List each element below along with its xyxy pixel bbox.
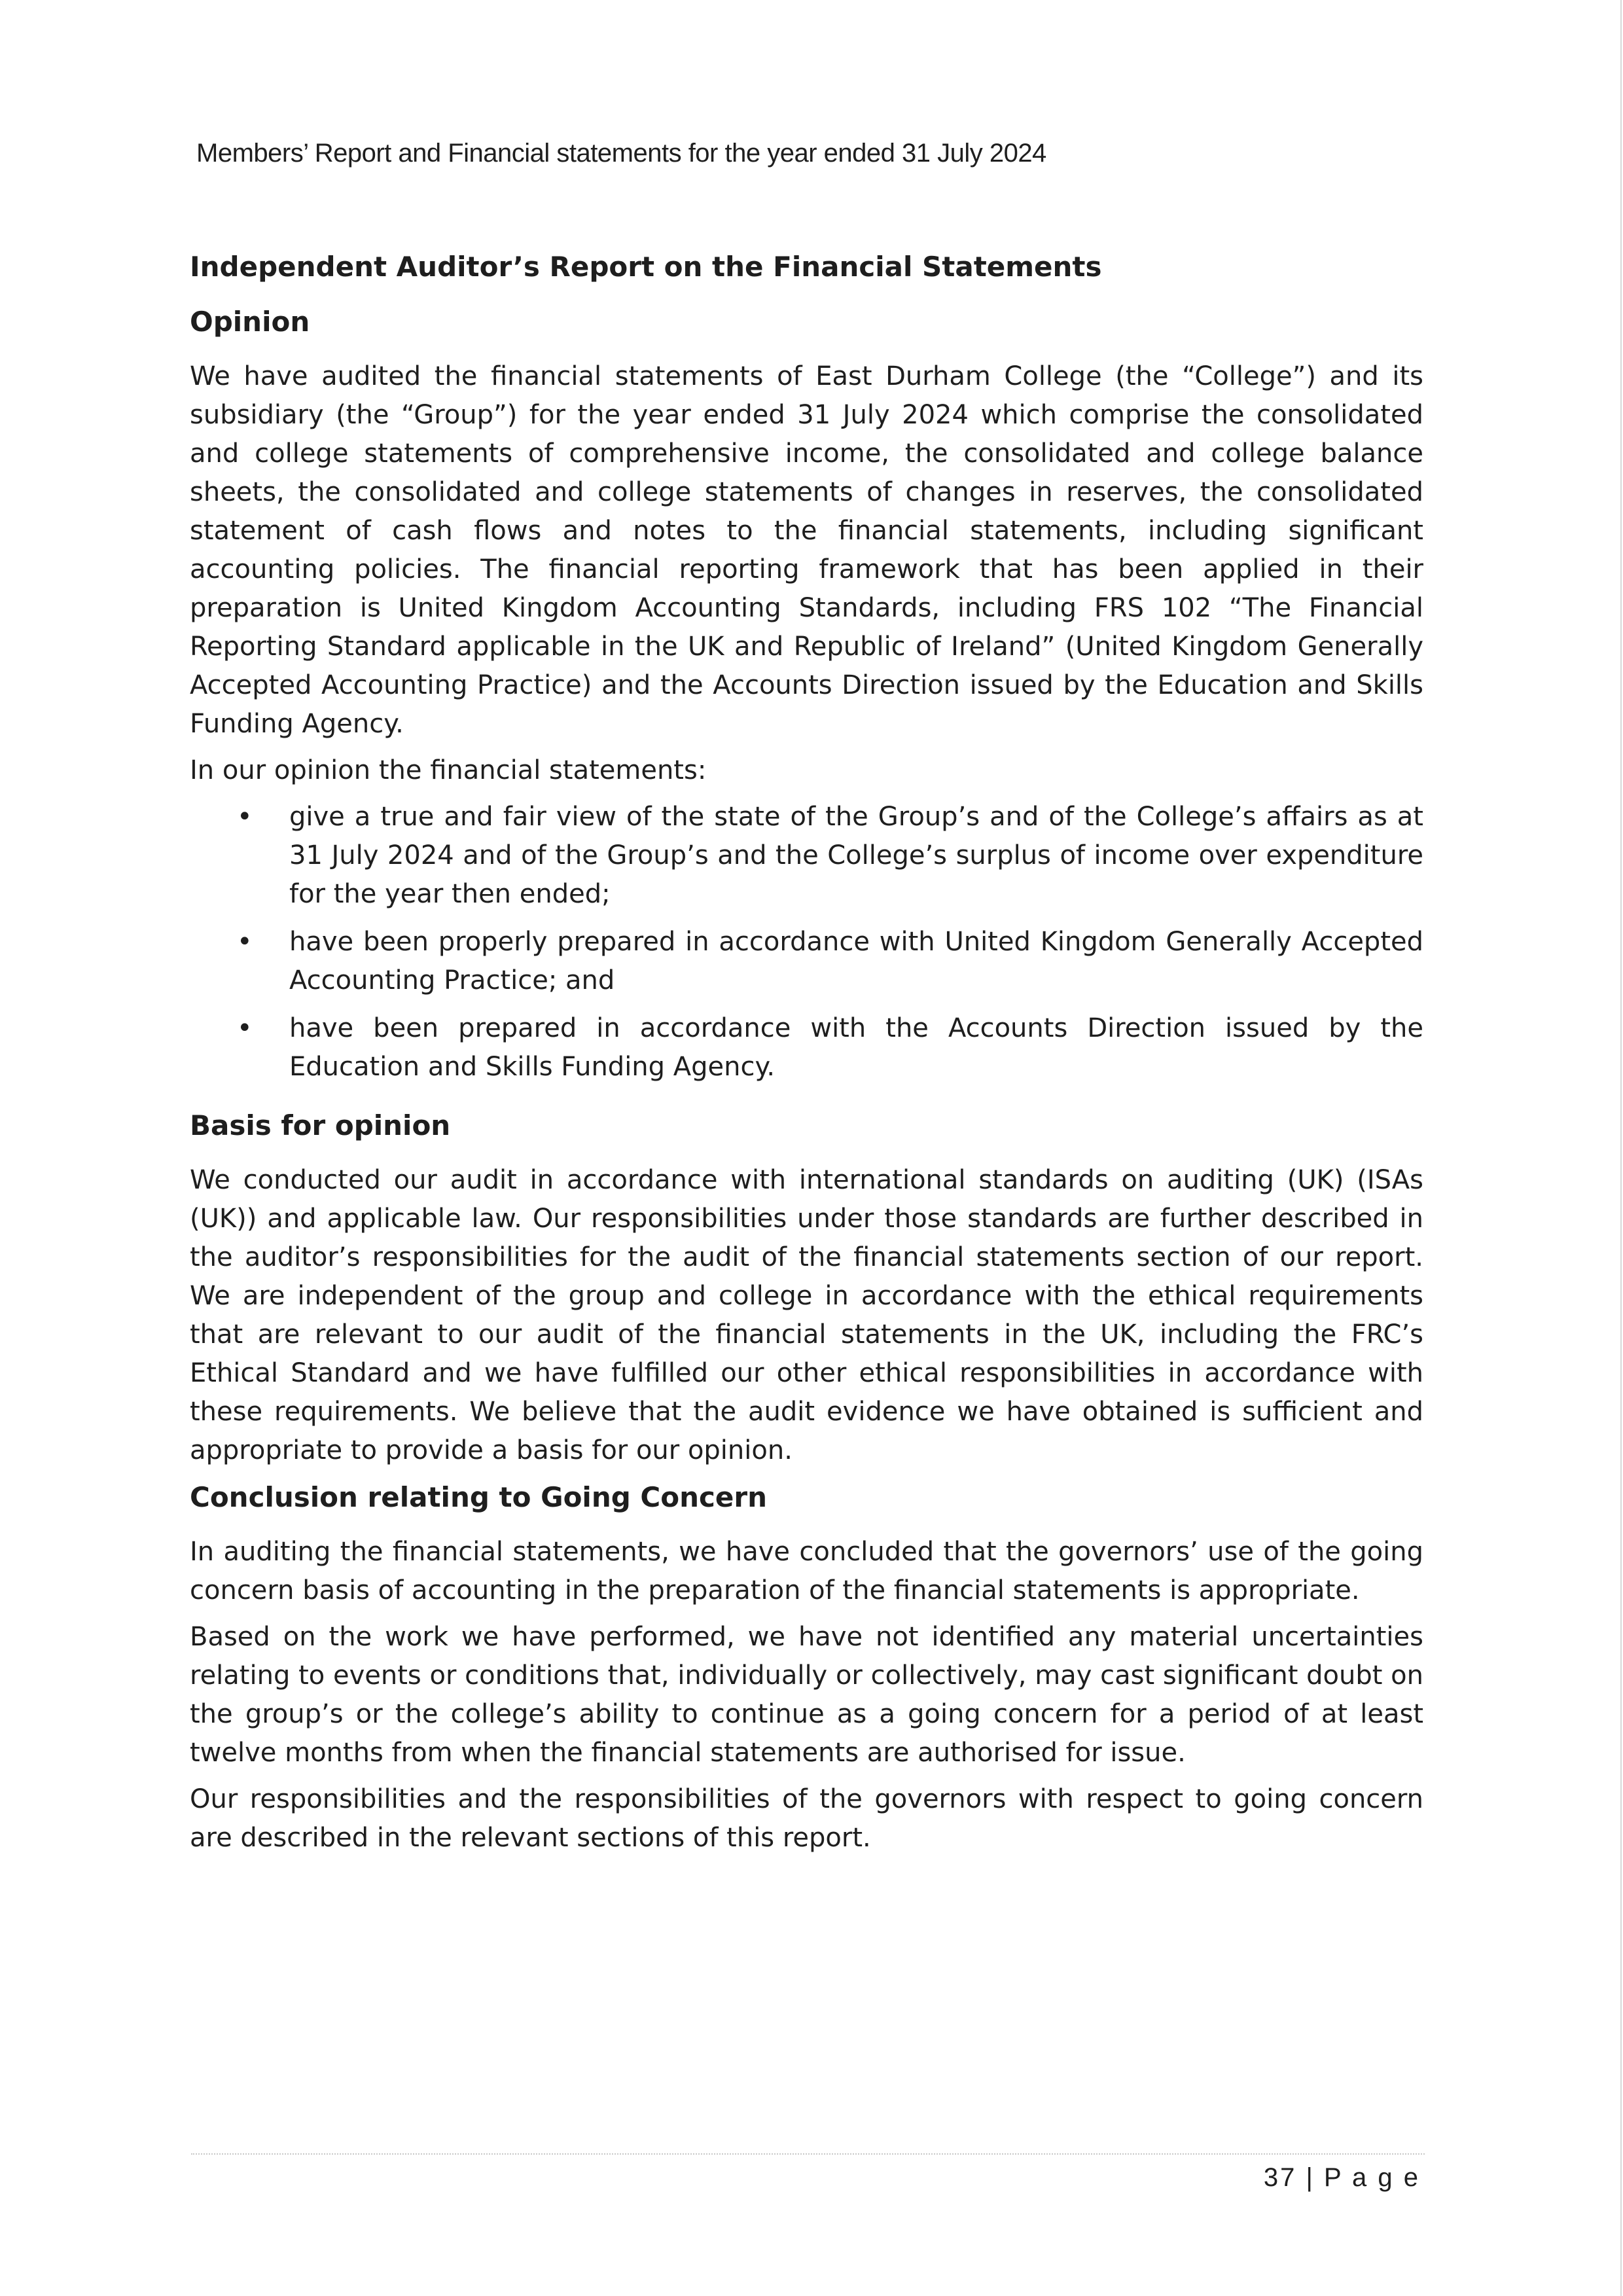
bullet-icon: • [237,1013,253,1043]
opinion-intro: In our opinion the financial statements: [190,755,707,785]
report-body [190,247,1423,1865]
report-title: Independent Auditor’s Report on the Financial Statements [190,251,1102,283]
footer-divider [191,2153,1425,2155]
page-number: 37 | P a g e [1263,2163,1420,2192]
opinion-bullet-text: give a true and fair view of the state of the Group’s and of the College’s affairs as at 31 July 2024 and of the Group’s and the College’s surplus of income over expenditure for the year then ended; [289,802,1423,909]
opinion-bullet [190,923,1423,1000]
opinion-bullet [190,798,1423,914]
going-concern-paragraph: Our responsibilities and the responsibilities of the governors with respect to going concern are described in the relevant sections of this report. [190,1784,1423,1853]
going-concern-heading: Conclusion relating to Going Concern [190,1481,767,1513]
bullet-icon: • [237,802,253,832]
bullet-icon: • [237,927,253,957]
scan-edge [1620,0,1622,2296]
going-concern-paragraph: In auditing the financial statements, we have concluded that the governors’ use of the going concern basis of accounting in the preparation of the financial statements is appropriate. [190,1537,1423,1605]
going-concern-paragraph: Based on the work we have performed, we have not identified any material uncertainties relating to events or conditions that, individually or collectively, may cast significant doubt on the group’s or the college’s ability to continue as a going concern for a period of at least twelve months from when the financial statements are authorised for issue. [190,1622,1423,1768]
opinion-bullet-text: have been prepared in accordance with the Accounts Direction issued by the Education and Skills Funding Agency. [289,1013,1423,1082]
opinion-bullet [190,1009,1423,1086]
running-header: Members’ Report and Financial statements for the year ended 31 July 2024 [196,139,1046,168]
opinion-bullet-text: have been properly prepared in accordance with United Kingdom Generally Accepted Accounting Practice; and [289,927,1423,996]
basis-paragraph: We conducted our audit in accordance with international standards on auditing (UK) (ISAs (UK)) and applicable law. Our responsibilities under those standards are further described in the auditor’s responsibilities for the audit of the financial statements section of our report. We are independent of the group and college in accordance with the ethical requirements that are relevant to our audit of the financial statements in the UK, including the FRC’s Ethical Standard and we have fulfilled our other ethical responsibilities in accordance with these requirements. We believe that the audit evidence we have obtained is sufficient and appropriate to provide a basis for our opinion. [190,1165,1423,1465]
opinion-heading: Opinion [190,306,310,338]
opinion-paragraph: We have audited the financial statements of East Durham College (the “College”) and its subsidiary (the “Group”) for the year ended 31 July 2024 which comprise the consolidated and college statements of comprehensive income, the consolidated and college balance sheets, the consolidated and college statements of changes in reserves, the consolidated statement of cash flows and notes to the financial statements, including significant accounting policies. The financial reporting framework that has been applied in their preparation is United Kingdom Accounting Standards, including FRS 102 “The Financial Reporting Standard applicable in the UK and Republic of Ireland” (United Kingdom Generally Accepted Accounting Practice) and the Accounts Direction issued by the Education and Skills Funding Agency. [190,361,1423,739]
basis-heading: Basis for opinion [190,1109,451,1141]
opinion-bullet-list [190,798,1423,1086]
